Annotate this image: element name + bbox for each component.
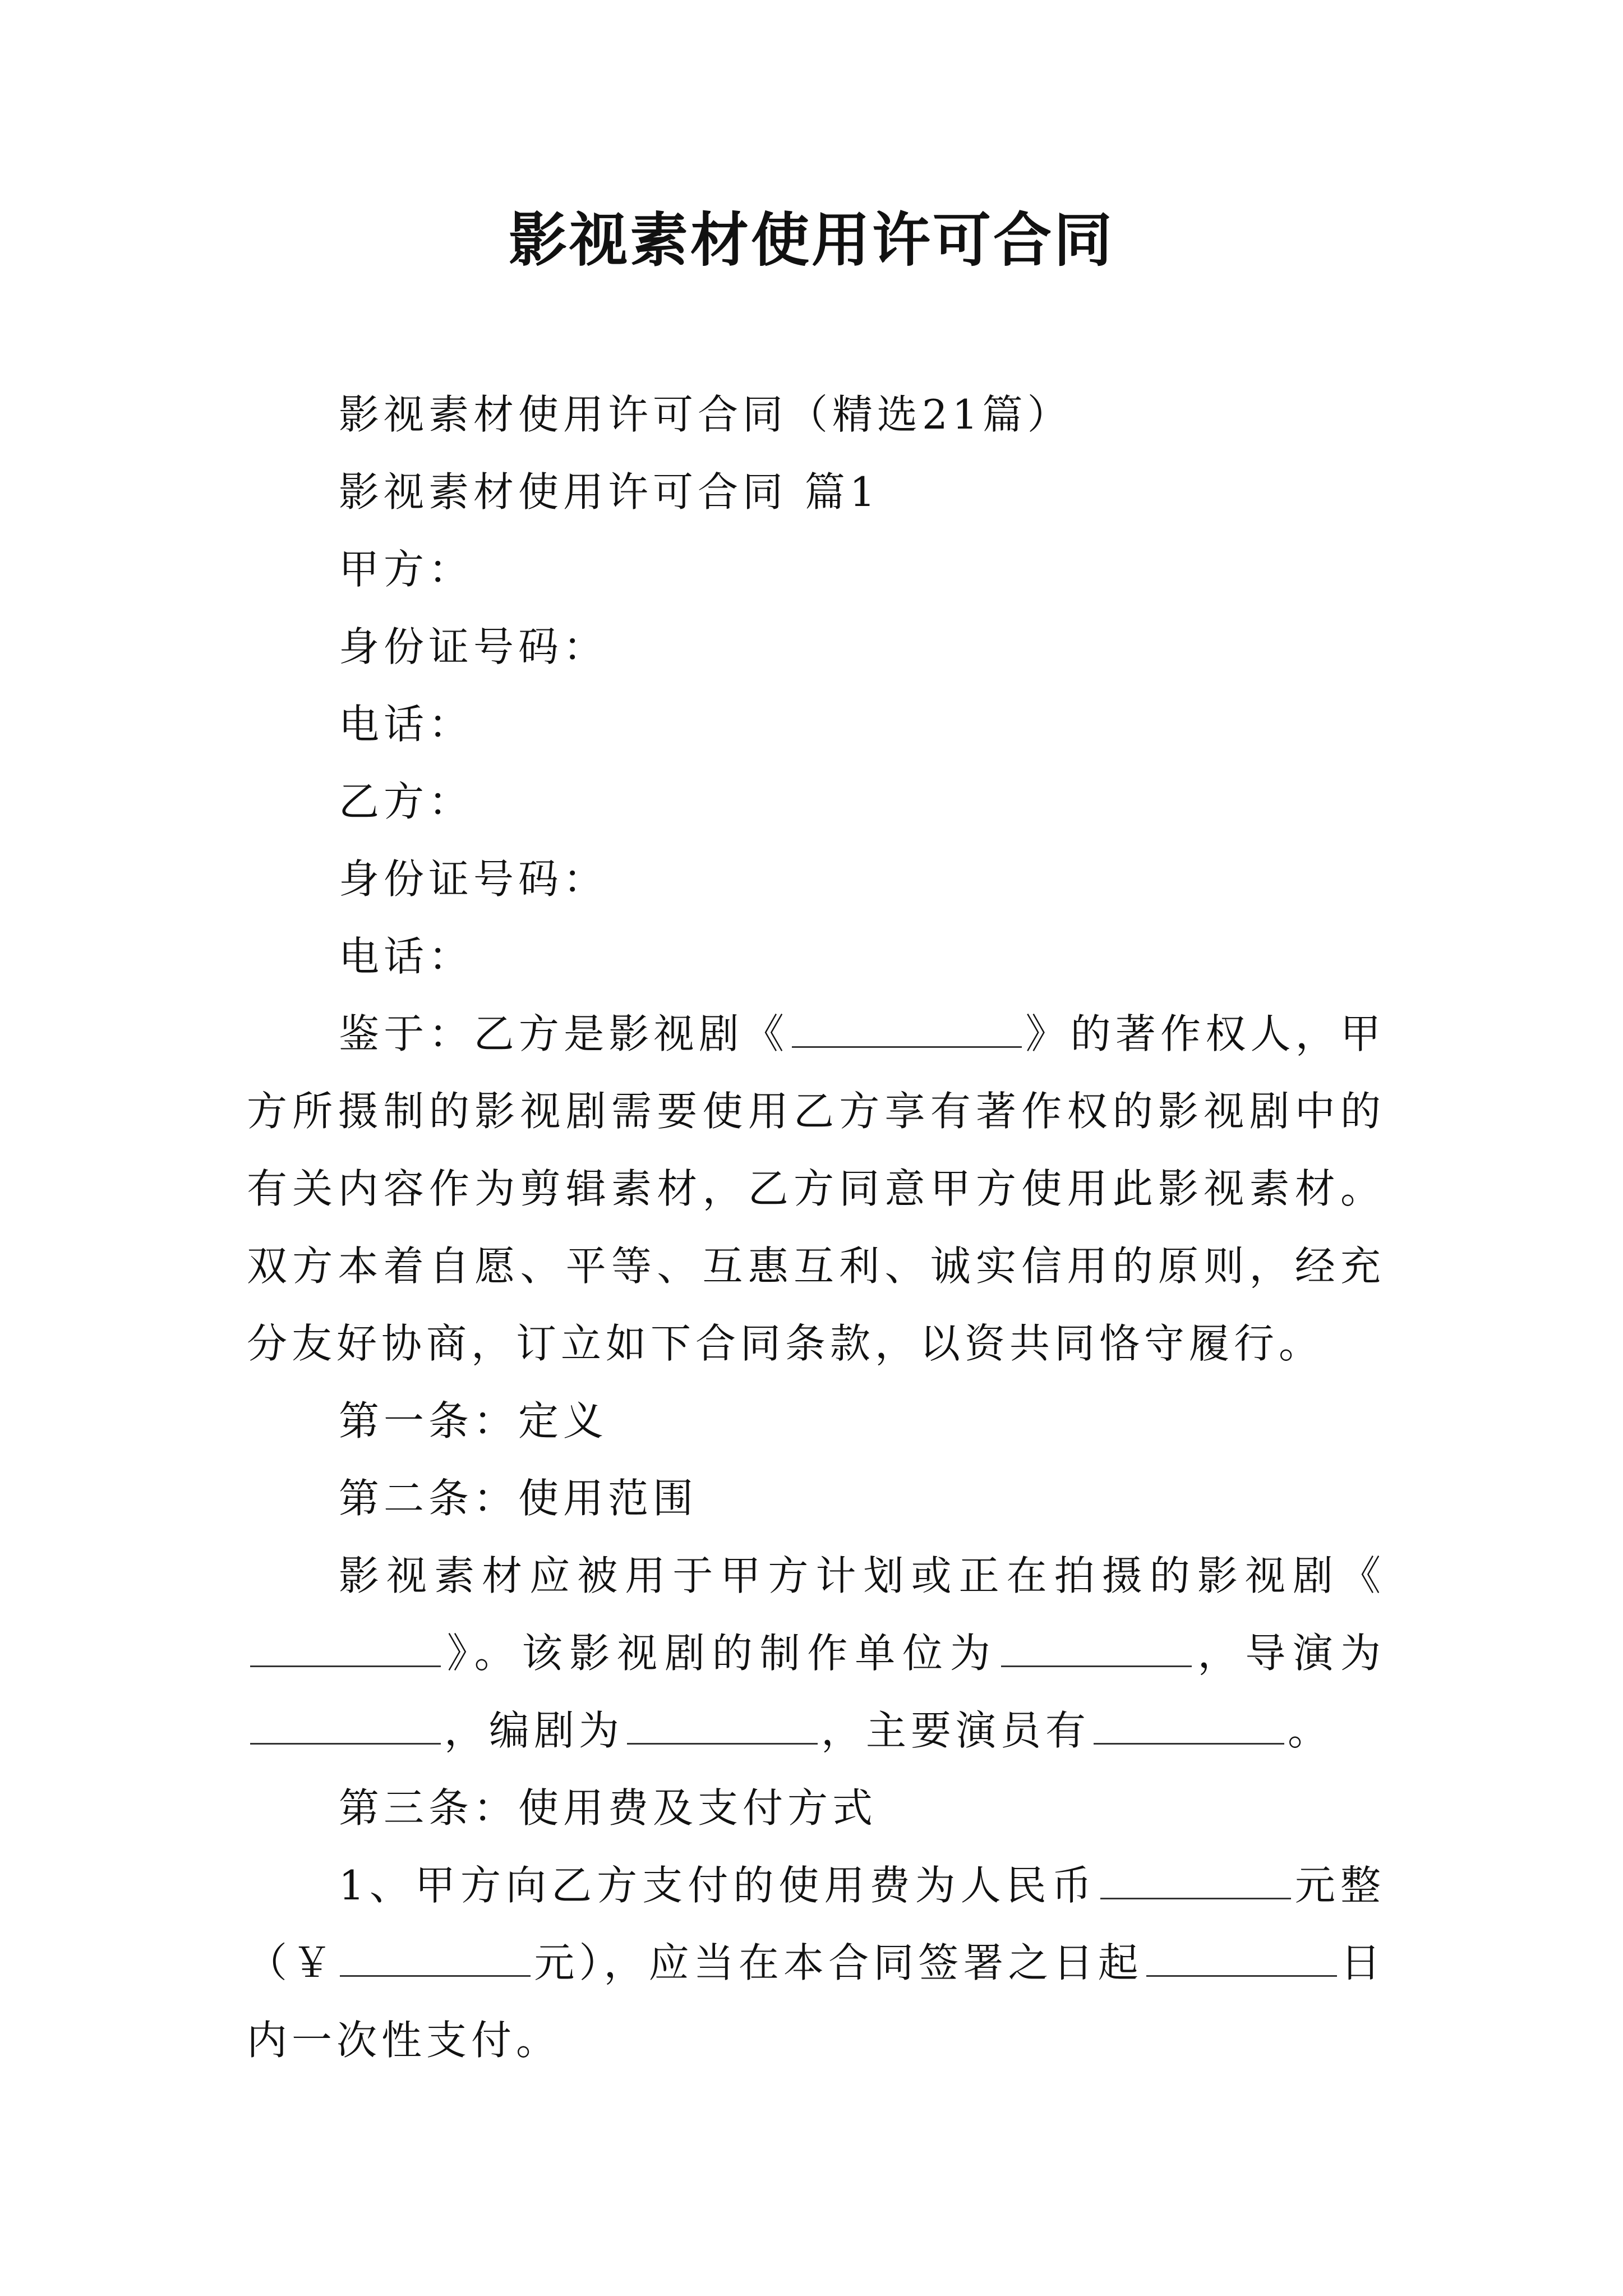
scope-text-2: 》。该影视剧的制作单位为 [444, 1630, 998, 1677]
fee-paragraph [247, 1847, 1385, 2079]
article-3-heading: 第三条：使用费及支付方式 [339, 1784, 878, 1832]
party-a-label: 甲方： [339, 546, 474, 593]
whereas-text-start: 鉴于：乙方是影视剧《 [339, 1010, 789, 1057]
cast-blank [1094, 1710, 1284, 1745]
scope-text-3: ，导演为 [1195, 1630, 1385, 1677]
article-2-heading: 第二条：使用范围 [339, 1475, 698, 1522]
producer-blank [1001, 1633, 1192, 1667]
director-blank [250, 1710, 441, 1745]
fee-text-3: 元），应当在本合同签署之日起 [534, 1939, 1143, 1986]
party-b-id-label: 身份证号码： [339, 855, 608, 903]
document-title: 影视素材使用许可合同 [508, 205, 1114, 274]
scope-text-1: 影视素材应被用于甲方计划或正在拍摄的影视剧《 [339, 1552, 1385, 1599]
subtitle-paragraph: 影视素材使用许可合同（精选21篇） [339, 391, 1072, 438]
fee-amount-figure-blank [340, 1943, 531, 1977]
film-title-blank [250, 1633, 441, 1667]
fee-text-2: 元整（￥ [247, 1862, 1385, 1986]
fee-text-1: 1、甲方向乙方支付的使用费为人民币 [339, 1862, 1097, 1909]
fee-text-4: 日内一次性支付。 [247, 1939, 1385, 2064]
party-b-phone-label: 电话： [339, 933, 474, 980]
party-b-label: 乙方： [339, 778, 474, 825]
section-heading: 影视素材使用许可合同 篇1 [339, 468, 880, 516]
scope-text-4: ，编剧为 [444, 1707, 624, 1754]
whereas-text-end: 》的著作权人，甲方所摄制的影视剧需要使用乙方享有著作权的影视剧中的有关内容作为剪辑素材，乙方同意甲方使用此影视素材。双方本着自愿、平等、互惠互利、诚实信用的原则，经充分友好协商，订立如下合同条款，以资共同恪守履行。 [247, 1010, 1385, 1367]
scope-text-6: 。 [1288, 1707, 1333, 1754]
scope-text-5: ，主要演员有 [821, 1707, 1091, 1754]
scope-paragraph [247, 1537, 1385, 1769]
work-title-blank [792, 1014, 1022, 1048]
article-1-heading: 第一条：定义 [339, 1397, 608, 1444]
document-body [247, 376, 1385, 2079]
fee-amount-words-blank [1100, 1865, 1291, 1899]
payment-days-blank [1146, 1943, 1337, 1977]
party-a-phone-label: 电话： [339, 701, 474, 748]
screenwriter-blank [627, 1710, 818, 1745]
whereas-paragraph [247, 995, 1385, 1382]
party-a-id-label: 身份证号码： [339, 623, 608, 670]
